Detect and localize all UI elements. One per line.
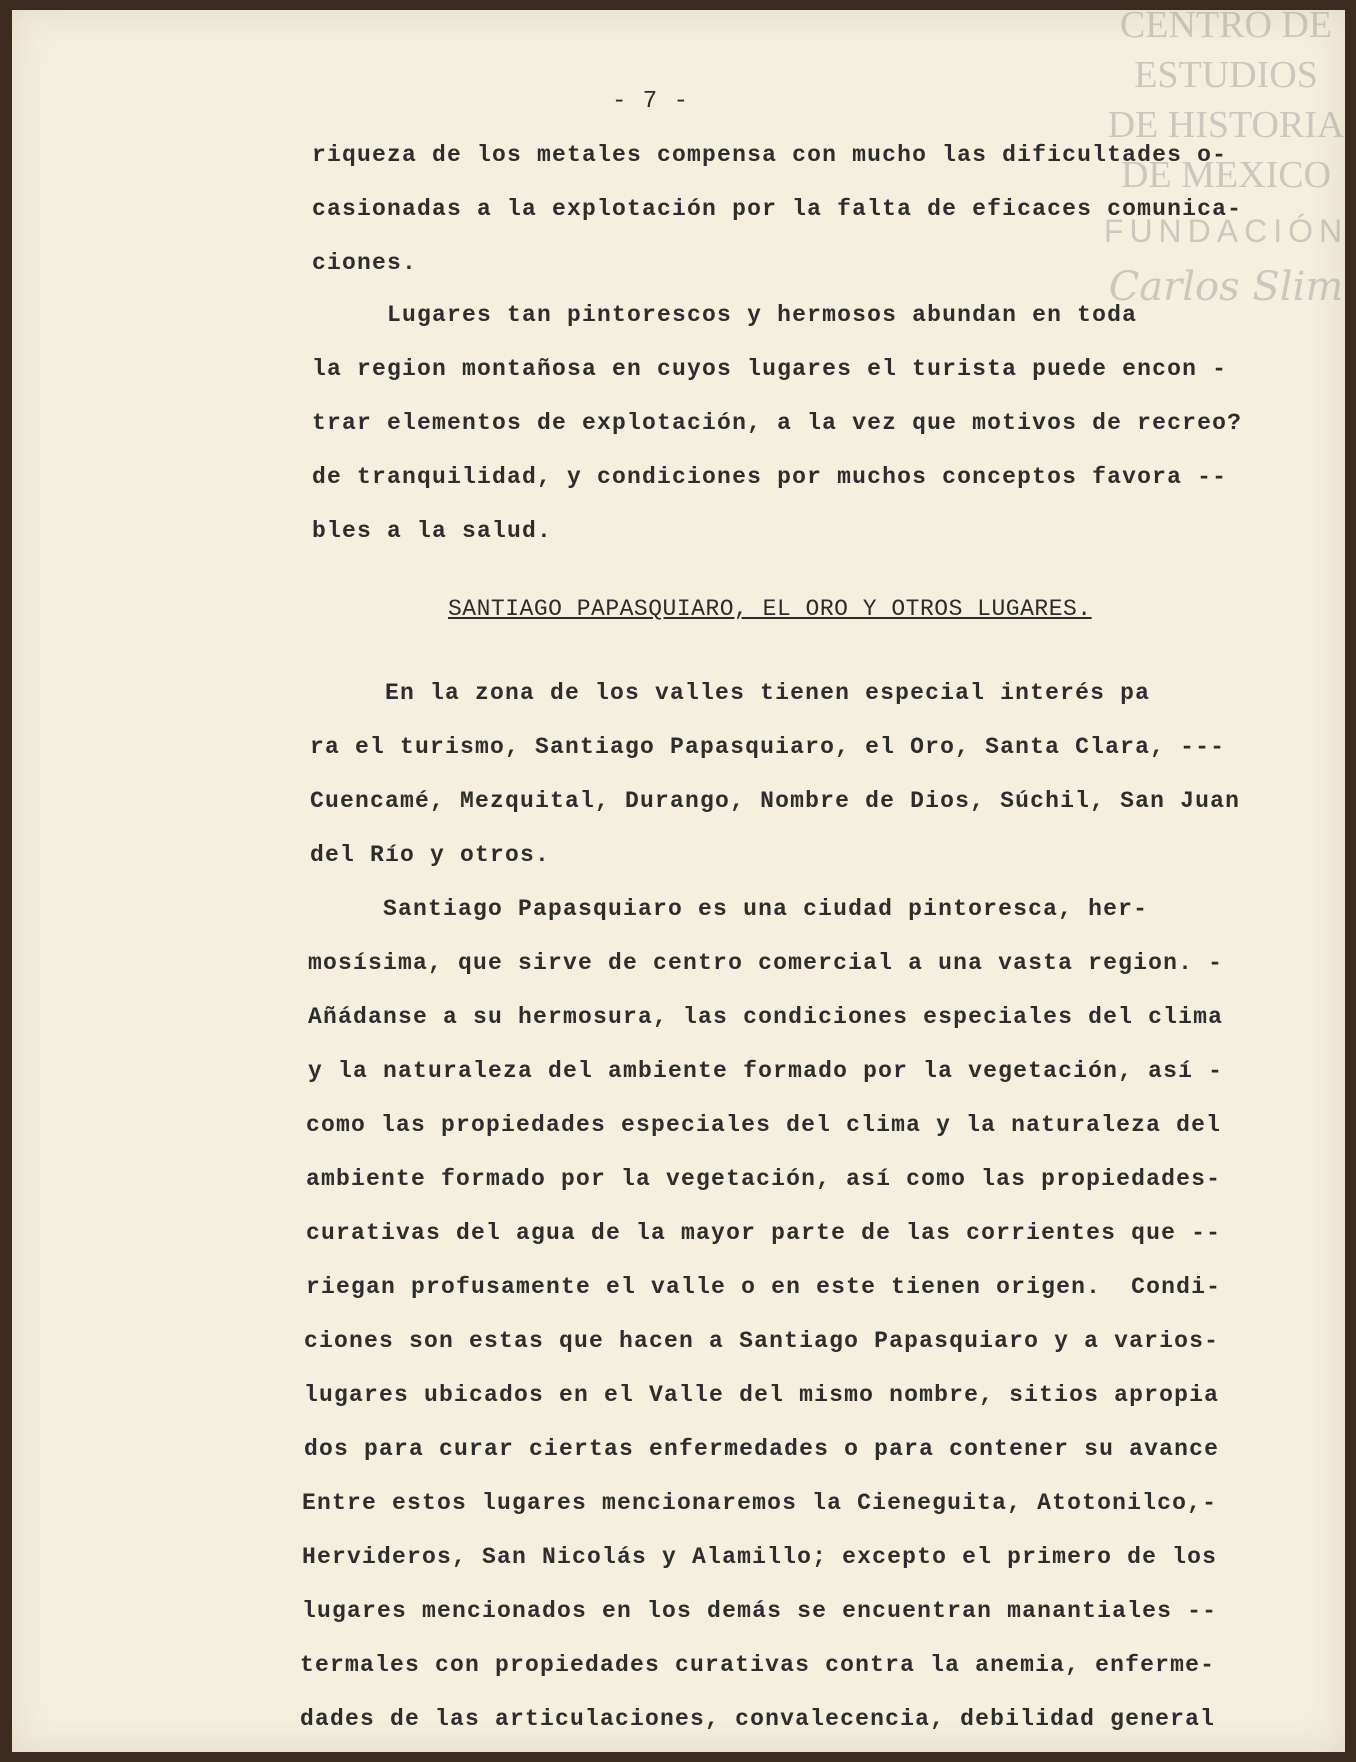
text-line: y la naturaleza del ambiente formado por la vegetación, así - xyxy=(308,1058,1224,1084)
text-line: Santiago Papasquiaro es una ciudad pintoresca, her- xyxy=(308,896,1149,922)
watermark-line: DE MEXICO xyxy=(1120,154,1332,196)
text-line: ra el turismo, Santiago Papasquiaro, el Oro, Santa Clara, --- xyxy=(310,734,1226,760)
text-line: ciones son estas que hacen a Santiago Papasquiaro y a varios- xyxy=(304,1328,1220,1354)
section-heading: SANTIAGO PAPASQUIARO, EL ORO Y OTROS LUGARES. xyxy=(448,596,1092,622)
text-line: curativas del agua de la mayor parte de las corrientes que -- xyxy=(306,1220,1222,1246)
watermark-foundation: FUNDACIÓN xyxy=(1103,213,1349,249)
text-line: la region montañosa en cuyos lugares el turista puede encon - xyxy=(312,356,1228,382)
text-line: lugares mencionados en los demás se encuentran manantiales -- xyxy=(302,1598,1218,1624)
text-line: termales con propiedades curativas contra la anemia, enferme- xyxy=(300,1652,1216,1678)
text-line: dades de las articulaciones, convalecencia, debilidad general xyxy=(300,1706,1216,1732)
text-line: riqueza de los metales compensa con mucho las dificultades o- xyxy=(312,142,1228,168)
text-line: lugares ubicados en el Valle del mismo nombre, sitios apropia xyxy=(304,1382,1220,1408)
text-line: Cuencamé, Mezquital, Durango, Nombre de Dios, Súchil, San Juan xyxy=(310,788,1241,814)
text-line: ciones. xyxy=(312,250,418,276)
watermark-line: CENTRO DE xyxy=(1119,4,1333,46)
text-line: mosísima, que sirve de centro comercial a una vasta region. - xyxy=(308,950,1224,976)
text-line: riegan profusamente el valle o en este tienen origen. Condi- xyxy=(306,1274,1222,1300)
page-number: - 7 - xyxy=(612,88,690,115)
watermark-line: ESTUDIOS xyxy=(1134,54,1318,96)
text-line: bles a la salud. xyxy=(312,518,553,544)
text-line: Entre estos lugares mencionaremos la Cieneguita, Atotonilco,- xyxy=(302,1490,1218,1516)
text-line: Hervideros, San Nicolás y Alamillo; excepto el primero de los xyxy=(302,1544,1218,1570)
watermark-signature: Carlos Slim xyxy=(1108,264,1344,310)
text-line: ambiente formado por la vegetación, así como las propiedades- xyxy=(306,1166,1222,1192)
text-line: trar elementos de explotación, a la vez que motivos de recreo? xyxy=(312,410,1243,436)
watermark-logo xyxy=(1096,0,1356,312)
text-line: dos para curar ciertas enfermedades o para contener su avance xyxy=(304,1436,1220,1462)
text-line: de tranquilidad, y condiciones por muchos conceptos favora -- xyxy=(312,464,1228,490)
text-line: En la zona de los valles tienen especial interés pa xyxy=(310,680,1151,706)
text-line: Lugares tan pintorescos y hermosos abundan en toda xyxy=(312,302,1138,328)
text-line: del Río y otros. xyxy=(310,842,551,868)
text-line: Añádanse a su hermosura, las condiciones especiales del clima xyxy=(308,1004,1224,1030)
watermark-line: DE HISTORIA xyxy=(1107,104,1345,146)
text-line: como las propiedades especiales del clima y la naturaleza del xyxy=(306,1112,1222,1138)
text-line: casionadas a la explotación por la falta de eficaces comunica- xyxy=(312,196,1243,222)
